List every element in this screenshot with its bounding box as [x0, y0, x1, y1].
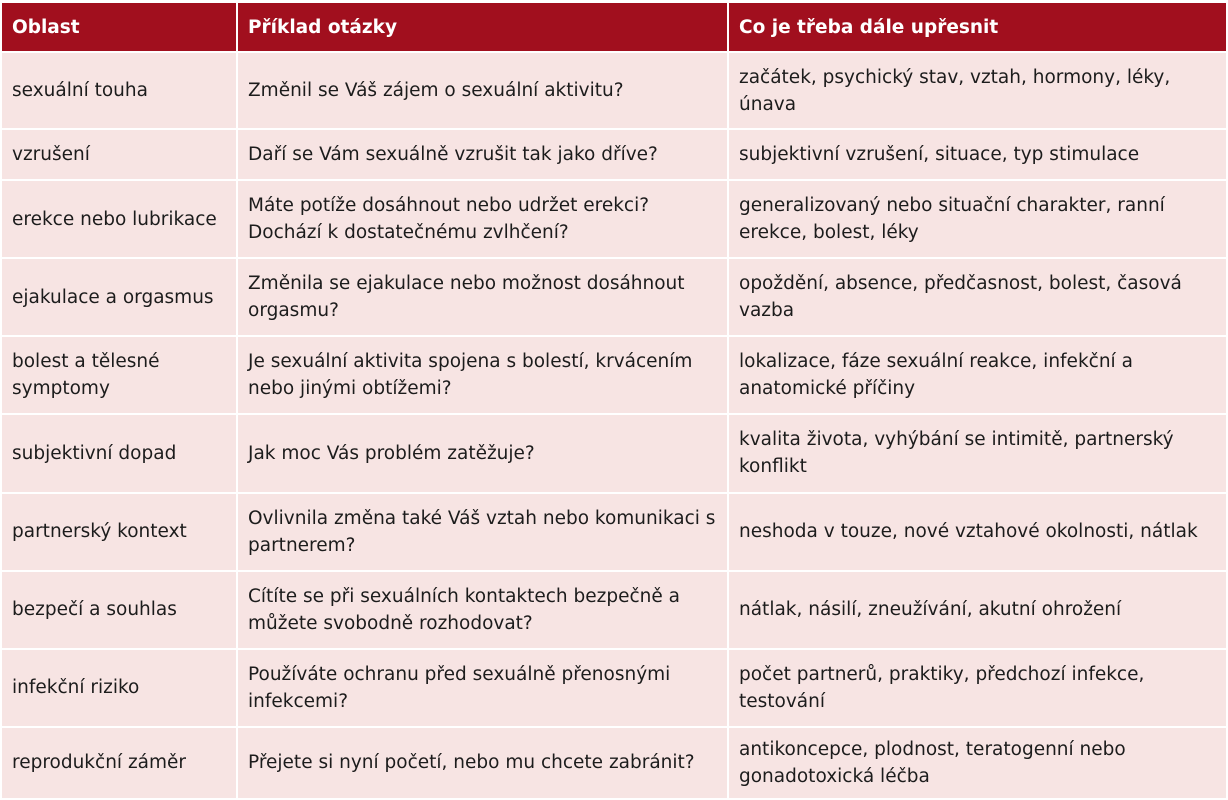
cell-details: počet partnerů, praktiky, předchozí infekce, testování [728, 649, 1226, 727]
cell-area: reprodukční záměr [2, 727, 237, 798]
cell-area: partnerský kontext [2, 493, 237, 571]
cell-details: antikoncepce, plodnost, teratogenní nebo gonadotoxická léčba [728, 727, 1226, 798]
table-row [2, 649, 1226, 727]
cell-area: ejakulace a orgasmus [2, 258, 237, 336]
cell-details: subjektivní vzrušení, situace, typ stimulace [728, 129, 1226, 180]
table-header [2, 3, 1226, 52]
table-row [2, 727, 1226, 798]
cell-details: neshoda v touze, nové vztahové okolnosti, nátlak [728, 493, 1226, 571]
table-row [2, 493, 1226, 571]
cell-area: subjektivní dopad [2, 414, 237, 492]
table-row [2, 571, 1226, 649]
cell-details: opoždění, absence, předčasnost, bolest, časová vazba [728, 258, 1226, 336]
table-row [2, 336, 1226, 414]
header-area: Oblast [2, 3, 237, 52]
table-row [2, 129, 1226, 180]
cell-details: nátlak, násilí, zneužívání, akutní ohrožení [728, 571, 1226, 649]
cell-question: Změnil se Váš zájem o sexuální aktivitu? [237, 52, 728, 129]
cell-area: bezpečí a souhlas [2, 571, 237, 649]
sexual-health-assessment-table [2, 3, 1226, 798]
cell-area: vzrušení [2, 129, 237, 180]
cell-area: erekce nebo lubrikace [2, 180, 237, 258]
cell-details: lokalizace, fáze sexuální reakce, infekční a anatomické příčiny [728, 336, 1226, 414]
header-details-to-clarify: Co je třeba dále upřesnit [728, 3, 1226, 52]
table-container [2, 3, 1226, 798]
cell-area: bolest a tělesné symptomy [2, 336, 237, 414]
cell-details: generalizovaný nebo situační charakter, ranní erekce, bolest, léky [728, 180, 1226, 258]
cell-question: Jak moc Vás problém zatěžuje? [237, 414, 728, 492]
cell-question: Daří se Vám sexuálně vzrušit tak jako dříve? [237, 129, 728, 180]
header-example-question: Příklad otázky [237, 3, 728, 52]
table-row [2, 414, 1226, 492]
cell-question: Je sexuální aktivita spojena s bolestí, krvácením nebo jinými obtížemi? [237, 336, 728, 414]
cell-question: Cítíte se při sexuálních kontaktech bezpečně a můžete svobodně rozhodovat? [237, 571, 728, 649]
cell-details: začátek, psychický stav, vztah, hormony, léky, únava [728, 52, 1226, 129]
header-row [2, 3, 1226, 52]
table-row [2, 258, 1226, 336]
cell-area: infekční riziko [2, 649, 237, 727]
cell-details: kvalita života, vyhýbání se intimitě, partnerský konflikt [728, 414, 1226, 492]
table-row [2, 180, 1226, 258]
cell-question: Změnila se ejakulace nebo možnost dosáhnout orgasmu? [237, 258, 728, 336]
cell-question: Přejete si nyní početí, nebo mu chcete zabránit? [237, 727, 728, 798]
cell-question: Máte potíže dosáhnout nebo udržet erekci? Dochází k dostatečnému zvlhčení? [237, 180, 728, 258]
cell-area: sexuální touha [2, 52, 237, 129]
cell-question: Ovlivnila změna také Váš vztah nebo komunikaci s partnerem? [237, 493, 728, 571]
table-body [2, 52, 1226, 798]
cell-question: Používáte ochranu před sexuálně přenosnými infekcemi? [237, 649, 728, 727]
table-row [2, 52, 1226, 129]
